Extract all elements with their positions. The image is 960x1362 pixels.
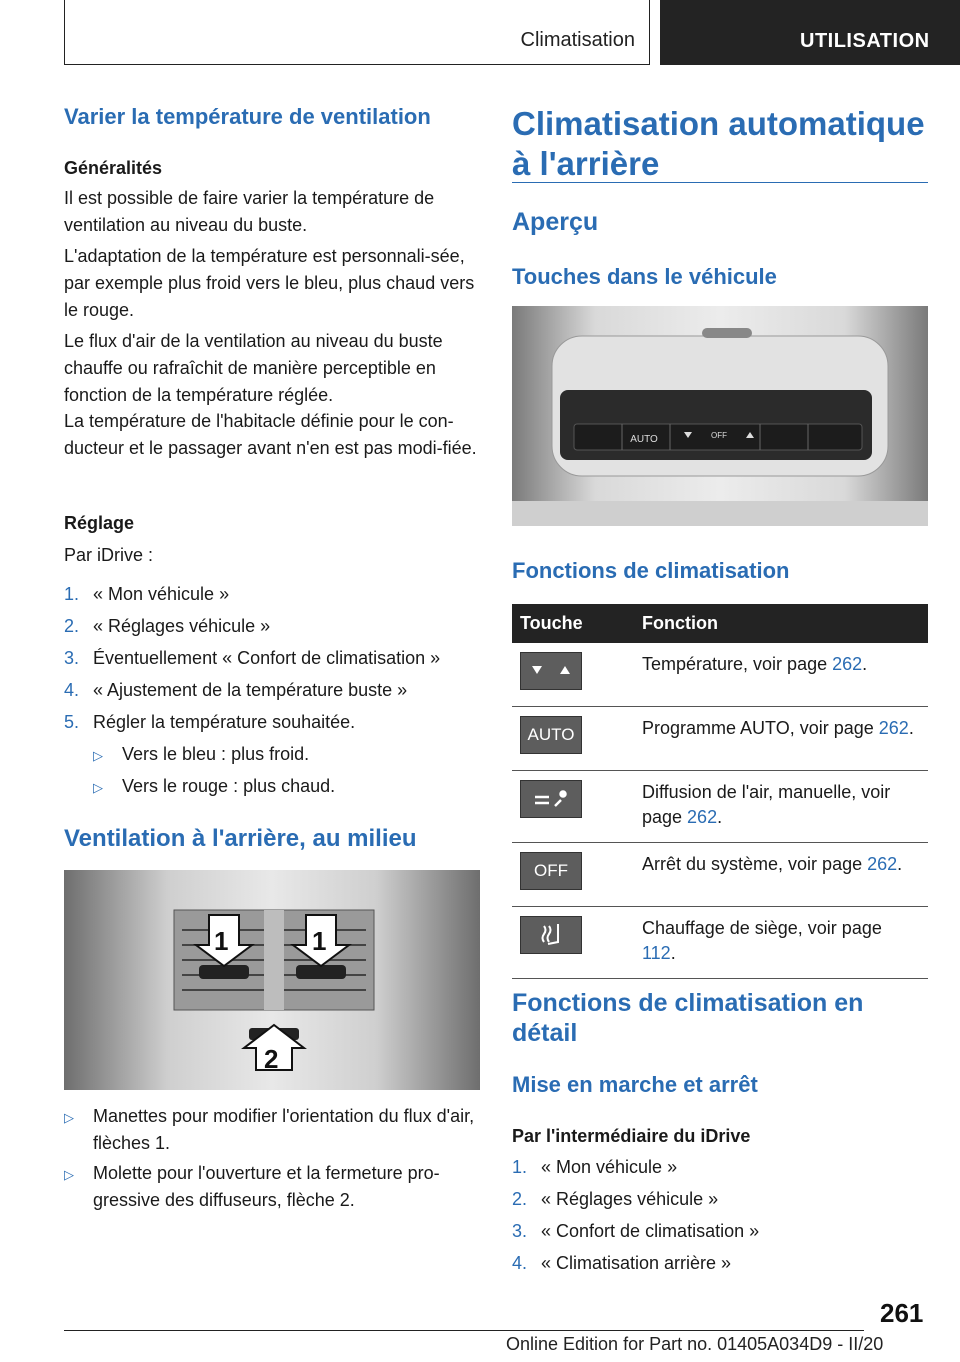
subheading-reglage: Réglage bbox=[64, 513, 135, 533]
header-section-box bbox=[64, 0, 650, 65]
heading-fonctions: Fonctions de climatisation bbox=[512, 558, 790, 583]
subheading-via-idrive: Par l'intermédiaire du iDrive bbox=[512, 1126, 751, 1146]
header-section-title: Climatisation bbox=[520, 29, 635, 51]
section-heading-ventilation: Ventilation à l'arrière, au milieu bbox=[64, 825, 417, 852]
page-number: 261 bbox=[880, 1298, 924, 1328]
air-distribution-icon bbox=[520, 780, 582, 818]
vent-label-1b: 1 bbox=[312, 926, 327, 956]
par-idrive-label: Par iDrive : bbox=[64, 545, 154, 565]
svg-text:OFF: OFF bbox=[711, 431, 727, 440]
paragraph: La température de l'habitacle définie pour le con-ducteur et le passager avant n'en est pas modi-fiée. bbox=[64, 411, 477, 458]
vent-label-2: 2 bbox=[264, 1044, 279, 1074]
subheading-generalites: Généralités bbox=[64, 158, 163, 178]
paragraph: L'adaptation de la température est personnali-sée, par exemple plus froid vers le bleu, plus chaud vers le rouge. bbox=[64, 246, 475, 320]
table-row: Température, voir page 262. bbox=[512, 643, 928, 706]
table-row: Diffusion de l'air, manuelle, voir page 262. bbox=[512, 770, 928, 842]
header-chapter-box bbox=[660, 0, 960, 65]
heading-rule bbox=[512, 182, 928, 183]
sub-bullet: ▷ Vers le rouge : plus chaud. bbox=[93, 776, 336, 796]
triangle-bullet-icon: ▷ bbox=[64, 1110, 74, 1125]
triangle-bullet-icon: ▷ bbox=[93, 748, 103, 763]
chapter-heading: Climatisation automatique à l'arrière bbox=[512, 105, 925, 182]
steps-list-right: 1. « Mon véhicule » 2. « Réglages véhicule » 3. « Confort de climatisation » 4. « Climatisation arrière » bbox=[512, 1157, 760, 1273]
vent-label-1: 1 bbox=[214, 926, 229, 956]
paragraph: Le flux d'air de la ventilation au niveau du buste chauffe ou rafraîchit de manière perceptible en fonction de la température réglée. bbox=[64, 331, 443, 405]
steps-list-left: 1. « Mon véhicule » 2. « Réglages véhicule » 3. Éventuellement « Confort de climatisation » 4. « Ajustement de la température buste » 5. Régler la température souhaitée. ▷ Vers le bleu : plus froid. ▷ Vers le rouge : plus chaud. bbox=[64, 584, 441, 796]
auto-key-icon: AUTO bbox=[520, 716, 582, 754]
footer-rule bbox=[64, 1330, 864, 1331]
header-chapter-title: UTILISATION bbox=[800, 30, 930, 52]
heading-marche: Mise en marche et arrêt bbox=[512, 1072, 758, 1097]
list-item: ▷ Manettes pour modifier l'orientation du flux d'air, flèches 1. bbox=[64, 1106, 475, 1153]
section-heading-varier: Varier la température de ventilation bbox=[64, 104, 431, 129]
table-row: Chauffage de siège, voir page 112. bbox=[512, 906, 928, 978]
svg-text:AUTO: AUTO bbox=[630, 434, 658, 445]
functions-table bbox=[512, 604, 928, 979]
page-link[interactable]: 262 bbox=[867, 853, 898, 874]
triangle-bullet-icon: ▷ bbox=[93, 780, 103, 795]
table-header: Fonction bbox=[634, 604, 928, 643]
seat-heating-icon bbox=[520, 916, 582, 954]
control-panel-image bbox=[512, 306, 928, 526]
page-link[interactable]: 262 bbox=[878, 717, 909, 738]
page-link[interactable]: 262 bbox=[832, 654, 863, 674]
heading-detail: Fonctions de climatisation en détail bbox=[512, 989, 864, 1047]
table-header: Touche bbox=[512, 604, 634, 643]
heading-apercu: Aperçu bbox=[512, 208, 599, 236]
rear-vent-image bbox=[64, 870, 480, 1090]
triangle-bullet-icon: ▷ bbox=[64, 1167, 74, 1182]
paragraph: Il est possible de faire varier la température de ventilation au niveau du buste. bbox=[64, 188, 435, 235]
footer-edition: Online Edition for Part no. 01405A034D9 - II/20 bbox=[506, 1334, 884, 1354]
table-row: AUTO Programme AUTO, voir page 262. bbox=[512, 706, 928, 770]
sub-bullet: ▷ Vers le bleu : plus froid. bbox=[93, 744, 310, 764]
page-link[interactable]: 112 bbox=[642, 942, 671, 963]
table-row: OFF Arrêt du système, voir page 262. bbox=[512, 842, 928, 906]
heading-touches: Touches dans le véhicule bbox=[512, 264, 777, 289]
page-link[interactable]: 262 bbox=[687, 806, 718, 827]
off-key-icon: OFF bbox=[520, 852, 582, 890]
list-item: ▷ Molette pour l'ouverture et la fermeture pro-gressive des diffuseurs, flèche 2. bbox=[64, 1163, 440, 1210]
temp-arrows-icon bbox=[520, 652, 582, 690]
